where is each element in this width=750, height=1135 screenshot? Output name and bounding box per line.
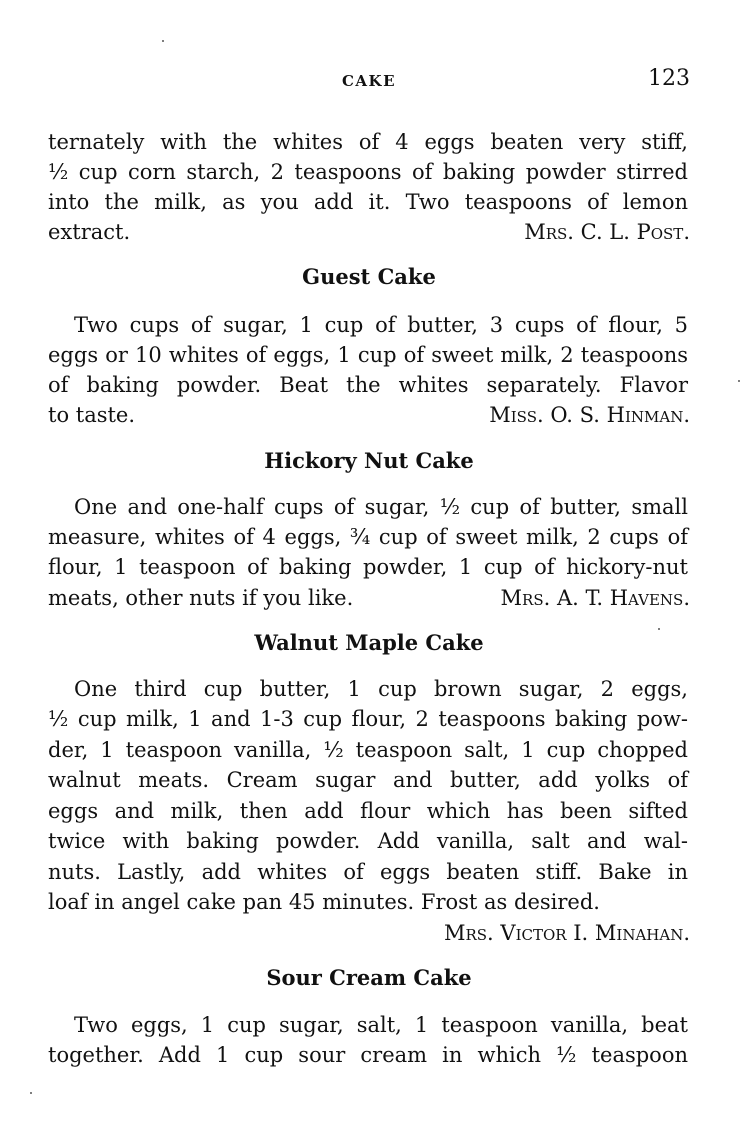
scan-speck	[162, 40, 164, 42]
recipe-title: Hickory Nut Cake	[264, 448, 474, 473]
text-line: One third cup butter, 1 cup brown sugar, 2 eggs,	[74, 677, 688, 701]
recipe-attribution: Mrs. C. L. Post.	[524, 220, 690, 244]
recipe-title: Walnut Maple Cake	[254, 630, 484, 655]
recipe-title: Sour Cream Cake	[266, 965, 472, 990]
text-line: into the milk, as you add it. Two teaspoons of lemon	[48, 190, 688, 214]
text-line: extract.	[48, 220, 131, 244]
page-number: 123	[648, 66, 690, 91]
text-line: walnut meats. Cream sugar and butter, add yolks of	[48, 768, 688, 792]
scan-speck	[30, 1092, 32, 1094]
text-line: of baking powder. Beat the whites separately. Flavor	[48, 373, 688, 397]
text-line: together. Add 1 cup sour cream in which ½ teaspoon	[48, 1043, 688, 1067]
recipe-attribution: Mrs. Victor I. Minahan.	[443, 921, 690, 945]
text-line: measure, whites of 4 eggs, ¾ cup of sweet milk, 2 cups of	[48, 525, 688, 549]
scan-speck	[738, 380, 740, 382]
text-line: loaf in angel cake pan 45 minutes. Frost as desired.	[48, 890, 600, 914]
running-title: CAKE	[341, 72, 397, 90]
text-line: ternately with the whites of 4 eggs beaten very stiff,	[48, 130, 688, 154]
text-line: eggs or 10 whites of eggs, 1 cup of sweet milk, 2 teaspoons	[48, 343, 688, 367]
recipe-attribution: Mrs. A. T. Havens.	[500, 586, 690, 610]
text-line: nuts. Lastly, add whites of eggs beaten stiff. Bake in	[48, 860, 688, 884]
text-line: der, 1 teaspoon vanilla, ½ teaspoon salt, 1 cup chopped	[48, 738, 688, 762]
recipe-attribution: Miss. O. S. Hinman.	[489, 403, 690, 427]
text-line: flour, 1 teaspoon of baking powder, 1 cup of hickory-nut	[48, 555, 688, 579]
text-line: Two cups of sugar, 1 cup of butter, 3 cups of flour, 5	[74, 313, 688, 337]
text-line: One and one-half cups of sugar, ½ cup of butter, small	[74, 495, 688, 519]
text-line: twice with baking powder. Add vanilla, salt and wal-	[48, 829, 688, 853]
text-line: to taste.	[48, 403, 136, 427]
text-line: eggs and milk, then add flour which has been sifted	[48, 799, 688, 823]
page-header	[48, 66, 690, 96]
text-line: Two eggs, 1 cup sugar, salt, 1 teaspoon vanilla, beat	[74, 1013, 688, 1037]
text-line: ½ cup milk, 1 and 1-3 cup flour, 2 teaspoons baking pow-	[48, 707, 688, 731]
scan-speck	[658, 628, 660, 630]
recipe-title: Guest Cake	[302, 264, 436, 289]
text-line: meats, other nuts if you like.	[48, 586, 354, 610]
text-line: ½ cup corn starch, 2 teaspoons of baking powder stirred	[48, 160, 688, 184]
